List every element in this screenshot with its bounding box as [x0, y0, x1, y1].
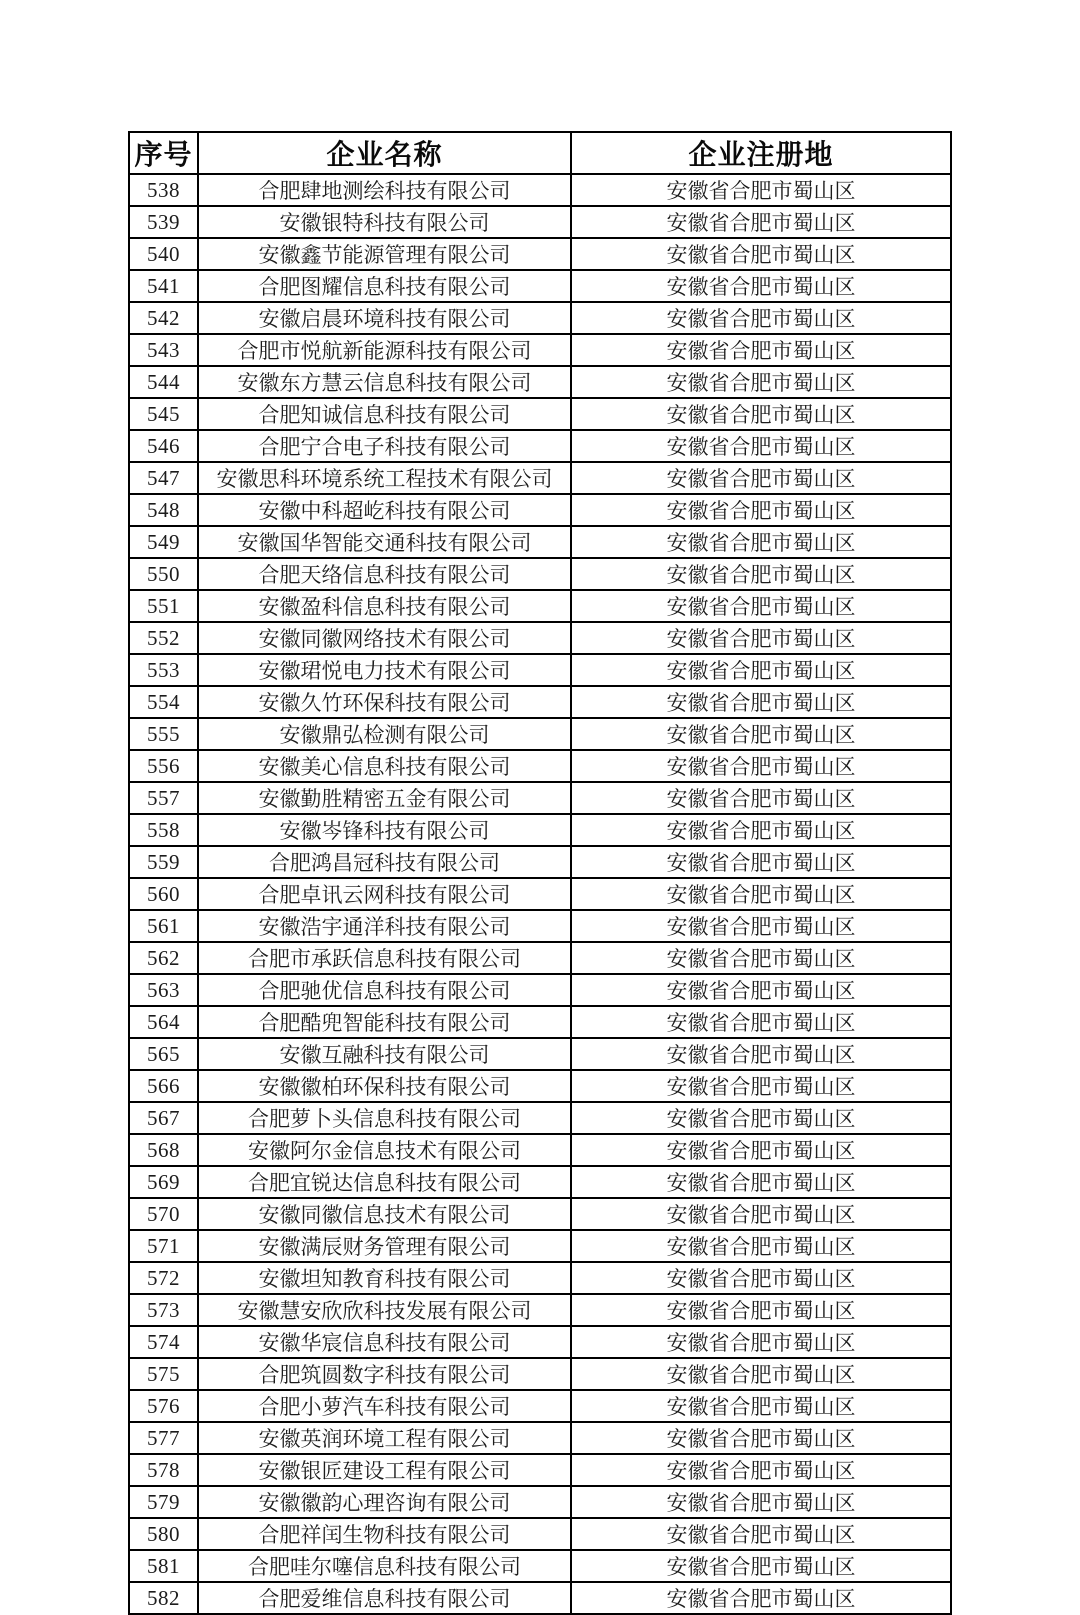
- cell-serial-number: 569: [129, 1166, 198, 1198]
- cell-registration-place: 安徽省合肥市蜀山区: [571, 622, 951, 654]
- table-row: [129, 1422, 951, 1454]
- cell-serial-number: 554: [129, 686, 198, 718]
- cell-registration-place: 安徽省合肥市蜀山区: [571, 494, 951, 526]
- cell-registration-place: 安徽省合肥市蜀山区: [571, 1198, 951, 1230]
- cell-registration-place: 安徽省合肥市蜀山区: [571, 1582, 951, 1614]
- cell-company-name: 安徽珺悦电力技术有限公司: [198, 654, 571, 686]
- cell-company-name: 安徽满辰财务管理有限公司: [198, 1230, 571, 1262]
- cell-registration-place: 安徽省合肥市蜀山区: [571, 718, 951, 750]
- table-row: [129, 1358, 951, 1390]
- cell-company-name: 合肥天络信息科技有限公司: [198, 558, 571, 590]
- table-row: [129, 430, 951, 462]
- cell-registration-place: 安徽省合肥市蜀山区: [571, 1166, 951, 1198]
- cell-company-name: 合肥萝卜头信息科技有限公司: [198, 1102, 571, 1134]
- cell-registration-place: 安徽省合肥市蜀山区: [571, 686, 951, 718]
- cell-serial-number: 577: [129, 1422, 198, 1454]
- cell-serial-number: 580: [129, 1518, 198, 1550]
- cell-serial-number: 553: [129, 654, 198, 686]
- table-body: [129, 174, 951, 1614]
- column-header-company-name: 企业名称: [198, 132, 571, 174]
- cell-company-name: 安徽浩宇通洋科技有限公司: [198, 910, 571, 942]
- cell-company-name: 安徽国华智能交通科技有限公司: [198, 526, 571, 558]
- cell-serial-number: 581: [129, 1550, 198, 1582]
- cell-serial-number: 578: [129, 1454, 198, 1486]
- cell-company-name: 安徽英润环境工程有限公司: [198, 1422, 571, 1454]
- cell-company-name: 安徽银特科技有限公司: [198, 206, 571, 238]
- cell-registration-place: 安徽省合肥市蜀山区: [571, 1230, 951, 1262]
- table-row: [129, 1294, 951, 1326]
- cell-serial-number: 555: [129, 718, 198, 750]
- cell-registration-place: 安徽省合肥市蜀山区: [571, 526, 951, 558]
- cell-serial-number: 567: [129, 1102, 198, 1134]
- cell-serial-number: 566: [129, 1070, 198, 1102]
- table-row: [129, 1038, 951, 1070]
- column-header-serial-number: 序号: [129, 132, 198, 174]
- company-table: [128, 131, 952, 1615]
- cell-company-name: 合肥酷兜智能科技有限公司: [198, 1006, 571, 1038]
- cell-company-name: 合肥祥闰生物科技有限公司: [198, 1518, 571, 1550]
- cell-serial-number: 568: [129, 1134, 198, 1166]
- cell-serial-number: 562: [129, 942, 198, 974]
- cell-registration-place: 安徽省合肥市蜀山区: [571, 782, 951, 814]
- cell-company-name: 安徽同徽网络技术有限公司: [198, 622, 571, 654]
- cell-registration-place: 安徽省合肥市蜀山区: [571, 270, 951, 302]
- cell-serial-number: 572: [129, 1262, 198, 1294]
- cell-serial-number: 570: [129, 1198, 198, 1230]
- cell-serial-number: 544: [129, 366, 198, 398]
- table-row: [129, 238, 951, 270]
- cell-registration-place: 安徽省合肥市蜀山区: [571, 558, 951, 590]
- cell-serial-number: 558: [129, 814, 198, 846]
- cell-company-name: 安徽徽柏环保科技有限公司: [198, 1070, 571, 1102]
- table-row: [129, 942, 951, 974]
- cell-registration-place: 安徽省合肥市蜀山区: [571, 1518, 951, 1550]
- cell-registration-place: 安徽省合肥市蜀山区: [571, 1358, 951, 1390]
- cell-company-name: 安徽盈科信息科技有限公司: [198, 590, 571, 622]
- cell-serial-number: 548: [129, 494, 198, 526]
- table-row: [129, 366, 951, 398]
- table-row: [129, 622, 951, 654]
- cell-registration-place: 安徽省合肥市蜀山区: [571, 590, 951, 622]
- cell-company-name: 合肥驰优信息科技有限公司: [198, 974, 571, 1006]
- cell-company-name: 合肥爱维信息科技有限公司: [198, 1582, 571, 1614]
- table-row: [129, 1230, 951, 1262]
- cell-registration-place: 安徽省合肥市蜀山区: [571, 174, 951, 206]
- cell-company-name: 合肥肆地测绘科技有限公司: [198, 174, 571, 206]
- cell-company-name: 安徽岑锋科技有限公司: [198, 814, 571, 846]
- cell-registration-place: 安徽省合肥市蜀山区: [571, 1070, 951, 1102]
- table-row: [129, 1102, 951, 1134]
- table-row: [129, 1198, 951, 1230]
- cell-serial-number: 565: [129, 1038, 198, 1070]
- table-row: [129, 526, 951, 558]
- cell-registration-place: 安徽省合肥市蜀山区: [571, 1006, 951, 1038]
- cell-serial-number: 556: [129, 750, 198, 782]
- table-row: [129, 494, 951, 526]
- cell-serial-number: 545: [129, 398, 198, 430]
- table-row: [129, 1550, 951, 1582]
- cell-serial-number: 561: [129, 910, 198, 942]
- table-row: [129, 270, 951, 302]
- cell-registration-place: 安徽省合肥市蜀山区: [571, 878, 951, 910]
- cell-serial-number: 549: [129, 526, 198, 558]
- cell-serial-number: 546: [129, 430, 198, 462]
- cell-serial-number: 557: [129, 782, 198, 814]
- cell-company-name: 安徽阿尔金信息技术有限公司: [198, 1134, 571, 1166]
- cell-registration-place: 安徽省合肥市蜀山区: [571, 1422, 951, 1454]
- cell-company-name: 合肥宁合电子科技有限公司: [198, 430, 571, 462]
- cell-registration-place: 安徽省合肥市蜀山区: [571, 1326, 951, 1358]
- cell-serial-number: 576: [129, 1390, 198, 1422]
- cell-serial-number: 559: [129, 846, 198, 878]
- cell-registration-place: 安徽省合肥市蜀山区: [571, 1550, 951, 1582]
- table-row: [129, 718, 951, 750]
- table-row: [129, 590, 951, 622]
- cell-registration-place: 安徽省合肥市蜀山区: [571, 462, 951, 494]
- cell-company-name: 安徽鼎弘检测有限公司: [198, 718, 571, 750]
- table-row: [129, 462, 951, 494]
- cell-company-name: 合肥卓讯云网科技有限公司: [198, 878, 571, 910]
- cell-company-name: 合肥筑圆数字科技有限公司: [198, 1358, 571, 1390]
- cell-company-name: 安徽思科环境系统工程技术有限公司: [198, 462, 571, 494]
- cell-company-name: 合肥宜锐达信息科技有限公司: [198, 1166, 571, 1198]
- cell-company-name: 安徽中科超屹科技有限公司: [198, 494, 571, 526]
- table-row: [129, 1070, 951, 1102]
- cell-company-name: 安徽坦知教育科技有限公司: [198, 1262, 571, 1294]
- cell-registration-place: 安徽省合肥市蜀山区: [571, 750, 951, 782]
- table-row: [129, 174, 951, 206]
- cell-serial-number: 560: [129, 878, 198, 910]
- cell-serial-number: 551: [129, 590, 198, 622]
- cell-registration-place: 安徽省合肥市蜀山区: [571, 1454, 951, 1486]
- cell-serial-number: 575: [129, 1358, 198, 1390]
- cell-registration-place: 安徽省合肥市蜀山区: [571, 1294, 951, 1326]
- table-header: [129, 132, 951, 174]
- cell-company-name: 合肥鸿昌冠科技有限公司: [198, 846, 571, 878]
- cell-registration-place: 安徽省合肥市蜀山区: [571, 366, 951, 398]
- table-row: [129, 1486, 951, 1518]
- table-row: [129, 1582, 951, 1614]
- table-row: [129, 974, 951, 1006]
- table-row: [129, 302, 951, 334]
- cell-serial-number: 540: [129, 238, 198, 270]
- table-row: [129, 782, 951, 814]
- cell-registration-place: 安徽省合肥市蜀山区: [571, 238, 951, 270]
- cell-registration-place: 安徽省合肥市蜀山区: [571, 206, 951, 238]
- cell-registration-place: 安徽省合肥市蜀山区: [571, 1486, 951, 1518]
- cell-serial-number: 579: [129, 1486, 198, 1518]
- cell-company-name: 安徽鑫节能源管理有限公司: [198, 238, 571, 270]
- cell-company-name: 合肥市承跃信息科技有限公司: [198, 942, 571, 974]
- cell-registration-place: 安徽省合肥市蜀山区: [571, 302, 951, 334]
- cell-company-name: 安徽同徽信息技术有限公司: [198, 1198, 571, 1230]
- table-row: [129, 1262, 951, 1294]
- table-row: [129, 1518, 951, 1550]
- table-row: [129, 1454, 951, 1486]
- table-row: [129, 1134, 951, 1166]
- cell-serial-number: 564: [129, 1006, 198, 1038]
- cell-serial-number: 539: [129, 206, 198, 238]
- cell-company-name: 合肥知诚信息科技有限公司: [198, 398, 571, 430]
- cell-registration-place: 安徽省合肥市蜀山区: [571, 1038, 951, 1070]
- table-row: [129, 878, 951, 910]
- table-row: [129, 334, 951, 366]
- header-row: [129, 132, 951, 174]
- table-row: [129, 654, 951, 686]
- table-row: [129, 1166, 951, 1198]
- cell-registration-place: 安徽省合肥市蜀山区: [571, 1134, 951, 1166]
- cell-registration-place: 安徽省合肥市蜀山区: [571, 334, 951, 366]
- cell-company-name: 合肥哇尔噻信息科技有限公司: [198, 1550, 571, 1582]
- cell-registration-place: 安徽省合肥市蜀山区: [571, 814, 951, 846]
- table-row: [129, 398, 951, 430]
- table-row: [129, 686, 951, 718]
- table-row: [129, 1326, 951, 1358]
- cell-registration-place: 安徽省合肥市蜀山区: [571, 942, 951, 974]
- table-row: [129, 558, 951, 590]
- table-row: [129, 846, 951, 878]
- cell-serial-number: 571: [129, 1230, 198, 1262]
- table-row: [129, 910, 951, 942]
- cell-registration-place: 安徽省合肥市蜀山区: [571, 1390, 951, 1422]
- cell-serial-number: 582: [129, 1582, 198, 1614]
- cell-registration-place: 安徽省合肥市蜀山区: [571, 654, 951, 686]
- cell-company-name: 安徽美心信息科技有限公司: [198, 750, 571, 782]
- cell-company-name: 安徽华宸信息科技有限公司: [198, 1326, 571, 1358]
- cell-serial-number: 542: [129, 302, 198, 334]
- cell-company-name: 安徽徽韵心理咨询有限公司: [198, 1486, 571, 1518]
- table-row: [129, 1006, 951, 1038]
- cell-company-name: 安徽银匠建设工程有限公司: [198, 1454, 571, 1486]
- table-row: [129, 1390, 951, 1422]
- cell-serial-number: 573: [129, 1294, 198, 1326]
- cell-company-name: 合肥小萝汽车科技有限公司: [198, 1390, 571, 1422]
- cell-registration-place: 安徽省合肥市蜀山区: [571, 1262, 951, 1294]
- cell-company-name: 安徽慧安欣欣科技发展有限公司: [198, 1294, 571, 1326]
- cell-registration-place: 安徽省合肥市蜀山区: [571, 430, 951, 462]
- cell-serial-number: 563: [129, 974, 198, 1006]
- cell-serial-number: 574: [129, 1326, 198, 1358]
- table-row: [129, 750, 951, 782]
- cell-registration-place: 安徽省合肥市蜀山区: [571, 974, 951, 1006]
- cell-company-name: 安徽勤胜精密五金有限公司: [198, 782, 571, 814]
- cell-serial-number: 541: [129, 270, 198, 302]
- cell-company-name: 安徽互融科技有限公司: [198, 1038, 571, 1070]
- cell-serial-number: 543: [129, 334, 198, 366]
- cell-registration-place: 安徽省合肥市蜀山区: [571, 398, 951, 430]
- cell-company-name: 合肥图耀信息科技有限公司: [198, 270, 571, 302]
- cell-serial-number: 538: [129, 174, 198, 206]
- table-row: [129, 206, 951, 238]
- table-row: [129, 814, 951, 846]
- cell-company-name: 安徽启晨环境科技有限公司: [198, 302, 571, 334]
- cell-serial-number: 552: [129, 622, 198, 654]
- cell-registration-place: 安徽省合肥市蜀山区: [571, 846, 951, 878]
- cell-company-name: 合肥市悦航新能源科技有限公司: [198, 334, 571, 366]
- cell-serial-number: 547: [129, 462, 198, 494]
- cell-registration-place: 安徽省合肥市蜀山区: [571, 1102, 951, 1134]
- cell-company-name: 安徽久竹环保科技有限公司: [198, 686, 571, 718]
- cell-registration-place: 安徽省合肥市蜀山区: [571, 910, 951, 942]
- cell-company-name: 安徽东方慧云信息科技有限公司: [198, 366, 571, 398]
- cell-serial-number: 550: [129, 558, 198, 590]
- column-header-registration-place: 企业注册地: [571, 132, 951, 174]
